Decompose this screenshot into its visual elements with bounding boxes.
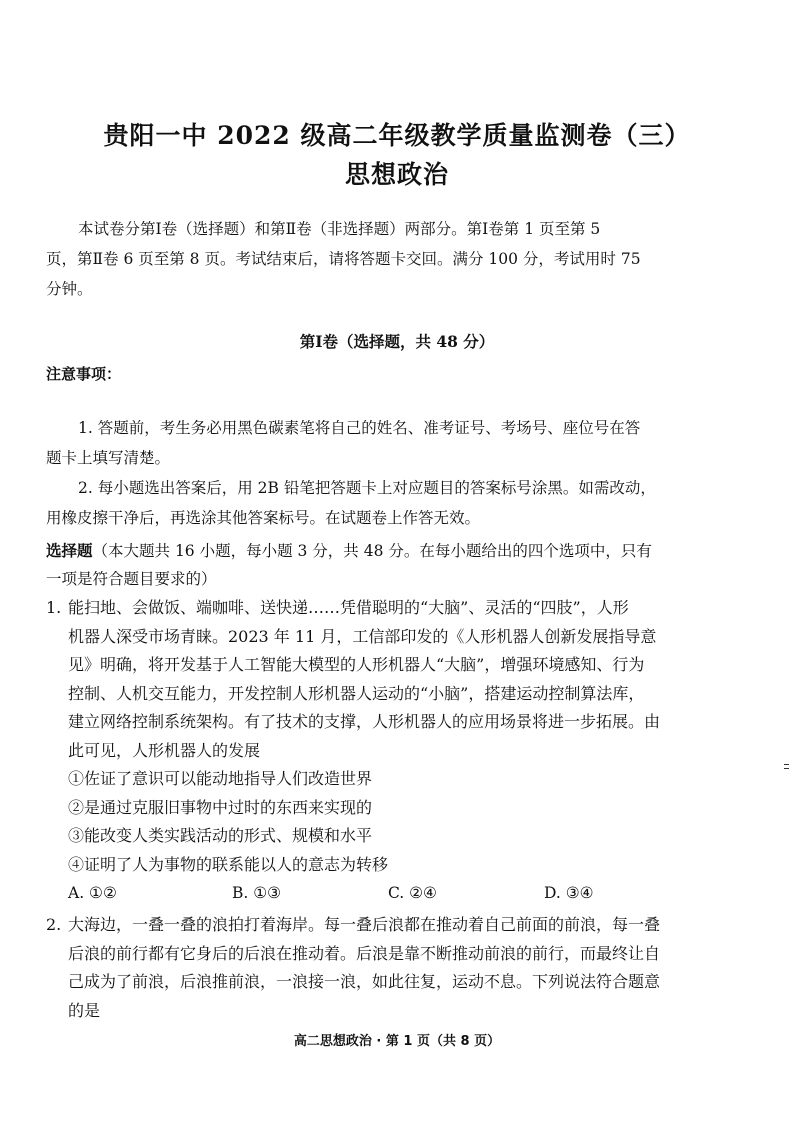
page-footer: 高二思想政治 · 第 1 页（共 8 页） [293,1034,501,1049]
mc-label: 选择题 [46,542,93,560]
statement-4: ④证明了人为事物的联系能以人的意志为转移 [68,854,389,874]
stem-line: 机器人深受市场青睐。2023 年 11 月，工信部印发的《人形机器人创新发展指导意 [68,626,657,646]
exam-instructions [46,214,748,304]
intro-line-2: 页，第Ⅱ卷 6 页至第 8 页。考试结束后，请将答题卡交回。满分 100 分，考试用时 75 [46,250,641,268]
multiple-choice-header [46,537,748,593]
question-stem [68,594,752,765]
stem-line: 大海边，一叠一叠的浪拍打着海岸。每一叠后浪都在推动着自己前面的前浪，每一叠 [68,915,661,934]
statement-1: ①佐证了意识可以能动地指导人们改造世界 [68,769,373,788]
stem-line: 能扫地、会做饭、端咖啡、送快递……凭借聪明的“大脑”、灵活的“四肢”，人形 [68,598,629,617]
note-2-line-1: 2. 每小题选出答案后，用 2B 铅笔把答题卡上对应题目的答案标号涂黑。如需改动， [78,479,656,497]
question-number: 2. [46,915,62,934]
notes-title: 注意事项： [46,365,122,383]
stem-line: 见》明确，将开发基于人工智能大模型的人形机器人“大脑”，增强环境感知、行为 [68,655,645,674]
section-heading: 第Ⅰ卷（选择题，共 48 分） [299,332,495,351]
question-1 [46,594,752,907]
note-1-line-1: 1. 答题前，考生务必用黑色碳素笔将自己的姓名、准考证号、考场号、座位号在答 [78,419,641,437]
notes-list [46,413,748,533]
note-2-line-2: 用橡皮擦干净后，再选涂其他答案标号。在试题卷上作答无效。 [46,509,481,527]
choice-b: B. ①③ [232,884,282,902]
statement-3: ③能改变人类实践活动的形式、规模和水平 [68,826,373,845]
question-stem [68,911,752,1025]
statement-2: ②是通过克服旧事物中过时的东西来实现的 [68,797,373,817]
choice-d: D. ③④ [544,884,594,902]
note-1-line-2: 题卡上填写清楚。 [46,449,171,467]
exam-title: 贵阳一中 2022 级高二年级教学质量监测卷（三） [103,121,691,150]
stem-line: 此可见，人形机器人的发展 [68,740,261,760]
intro-line-3: 分钟。 [46,280,93,298]
intro-line-1: 本试卷分第Ⅰ卷（选择题）和第Ⅱ卷（非选择题）两部分。第Ⅰ卷第 1 页至第 5 [78,220,601,238]
mc-desc-2: 一项是符合题目要求的） [46,570,217,588]
stem-line: 己成为了前浪，后浪推前浪，一浪接一浪，如此往复，运动不息。下列说法符合题意 [68,972,661,991]
choice-c: C. ②④ [388,884,437,902]
answer-choices [68,879,752,907]
stem-line: 的是 [68,1000,101,1020]
stem-line: 控制、人机交互能力，开发控制人形机器人运动的“小脑”，搭建运动控制算法库， [68,683,645,703]
question-2 [46,911,752,1025]
binding-mark [784,764,792,767]
stem-line: 后浪的前行都有它身后的后浪在推动着。后浪是靠不断推动前浪的前行，而最终让自 [68,943,661,963]
stem-line: 建立网络控制系统架构。有了技术的支撑，人形机器人的应用场景将进一步拓展。由 [68,712,661,731]
mc-desc-1: （本大题共 16 小题，每小题 3 分，共 48 分。在每小题给出的四个选项中，只有 [92,542,652,560]
choice-a: A. ①② [68,884,117,902]
question-number: 1. [46,598,62,617]
subject-title: 思想政治 [344,160,449,189]
